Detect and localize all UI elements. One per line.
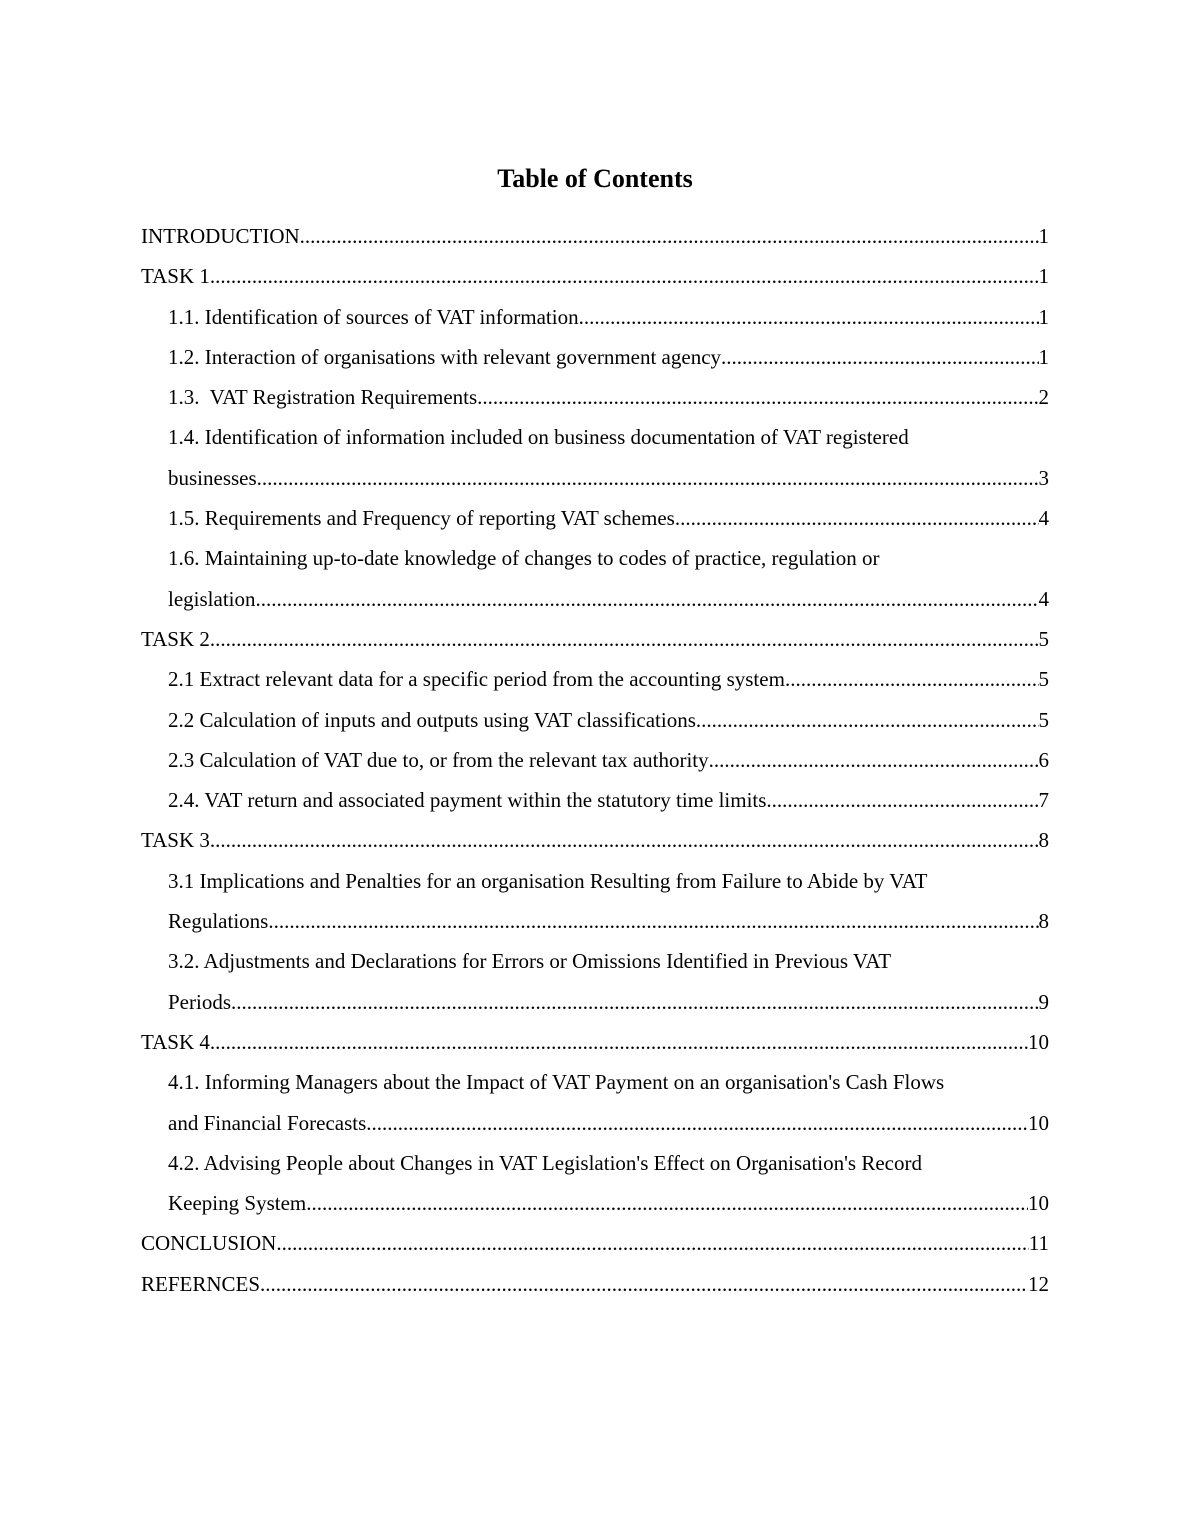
toc-page-number: 5 xyxy=(1038,667,1049,692)
dot-leader xyxy=(477,377,1038,417)
toc-entry-first-line: 3.2. Adjustments and Declarations for Errors or Omissions Identified in Previous VAT xyxy=(168,949,892,974)
toc-entry-label: TASK 4 xyxy=(141,1029,210,1054)
toc-entry-label: 2.3 Calculation of VAT due to, or from the relevant tax authority xyxy=(168,747,709,772)
toc-page-number: 6 xyxy=(1038,747,1049,772)
toc-entry[interactable] xyxy=(141,337,1049,377)
toc-entry-label: 1.3. VAT Registration Requirements xyxy=(168,385,478,410)
toc-entry[interactable] xyxy=(141,1143,1049,1224)
toc-entry[interactable] xyxy=(141,1264,1049,1304)
toc-page-number: 1 xyxy=(1038,224,1049,248)
toc-entry-first-line: 4.2. Advising People about Changes in VAT Legislation's Effect on Organisation's Record xyxy=(168,1150,922,1175)
toc-page-number: 1 xyxy=(1038,304,1049,329)
toc-entry-label: 2.2 Calculation of inputs and outputs using VAT classifications xyxy=(168,707,696,732)
dot-leader xyxy=(210,1022,1028,1062)
toc-entry-label: 1.5. Requirements and Frequency of reporting VAT schemes xyxy=(168,506,675,531)
toc-page-number: 5 xyxy=(1038,707,1049,732)
toc-entry[interactable] xyxy=(141,297,1049,337)
dot-leader xyxy=(257,458,1039,498)
toc-page-number: 5 xyxy=(1038,626,1049,651)
toc-entry-label: 1.2. Interaction of organisations with relevant government agency xyxy=(168,344,722,369)
toc-entry-label: INTRODUCTION xyxy=(141,224,300,248)
dot-leader xyxy=(210,820,1039,860)
toc-entry[interactable] xyxy=(141,941,1049,1022)
toc-entry-label: and Financial Forecasts xyxy=(168,1110,367,1135)
dot-leader xyxy=(721,337,1038,377)
toc-entry-label: CONCLUSION xyxy=(141,1231,277,1256)
toc-page-number: 1 xyxy=(1038,344,1049,369)
toc-title: Table of Contents xyxy=(497,164,693,193)
toc-page-number: 11 xyxy=(1028,1231,1049,1256)
toc-entry[interactable] xyxy=(141,498,1049,538)
toc-page-number: 2 xyxy=(1038,385,1049,410)
toc-entry[interactable] xyxy=(141,417,1049,498)
dot-leader xyxy=(306,1183,1028,1223)
dot-leader xyxy=(579,297,1039,337)
toc-entry-label: 2.4. VAT return and associated payment within the statutory time limits xyxy=(168,788,767,813)
dot-leader xyxy=(785,659,1039,699)
toc-entry-first-line: 3.1 Implications and Penalties for an organisation Resulting from Failure to Abide by VAT xyxy=(168,868,928,893)
dot-leader xyxy=(709,740,1039,780)
dot-leader xyxy=(256,579,1039,619)
toc-entry-label: TASK 2 xyxy=(141,626,210,651)
toc-entry-label: 1.1. Identification of sources of VAT information xyxy=(168,304,579,329)
toc-entry-label: Periods xyxy=(168,989,231,1014)
toc-entry-label: TASK 1 xyxy=(141,264,210,289)
toc-entry[interactable] xyxy=(141,861,1049,942)
dot-leader xyxy=(766,780,1038,820)
toc-entry[interactable] xyxy=(141,820,1049,860)
dot-leader xyxy=(210,619,1039,659)
toc-entry[interactable] xyxy=(141,1223,1049,1263)
toc-page-number: 8 xyxy=(1038,909,1049,934)
toc-entry-label: REFERNCES xyxy=(141,1271,261,1296)
dot-leader xyxy=(260,1264,1028,1304)
toc-entry[interactable] xyxy=(141,740,1049,780)
toc-page-number: 1 xyxy=(1038,264,1049,289)
toc-page-number: 10 xyxy=(1028,1110,1049,1135)
toc-entry-first-line: 1.6. Maintaining up-to-date knowledge of changes to codes of practice, regulation or xyxy=(168,546,880,571)
toc-page-number: 4 xyxy=(1038,586,1049,611)
toc-page-number: 3 xyxy=(1038,465,1049,490)
toc-entry-label: Keeping System xyxy=(168,1191,307,1216)
dot-leader xyxy=(675,498,1039,538)
toc-entry[interactable] xyxy=(141,256,1049,296)
toc-entry[interactable] xyxy=(141,1022,1049,1062)
toc-entry[interactable] xyxy=(141,700,1049,740)
toc-entry[interactable] xyxy=(141,659,1049,699)
dot-leader xyxy=(268,901,1038,941)
dot-leader xyxy=(366,1103,1028,1143)
toc-list xyxy=(141,216,1049,1304)
dot-leader xyxy=(231,982,1039,1022)
toc-entry-label: businesses xyxy=(168,465,257,490)
toc-entry[interactable] xyxy=(141,619,1049,659)
toc-entry[interactable] xyxy=(141,216,1049,256)
toc-entry[interactable] xyxy=(141,1062,1049,1143)
toc-page-number: 10 xyxy=(1028,1191,1049,1216)
toc-entry-label: TASK 3 xyxy=(141,828,210,853)
toc-page-number: 9 xyxy=(1038,989,1049,1014)
toc-page-number: 12 xyxy=(1028,1271,1049,1296)
toc-entry-label: Regulations xyxy=(168,909,269,934)
toc-entry[interactable] xyxy=(141,780,1049,820)
toc-entry[interactable] xyxy=(141,377,1049,417)
dot-leader xyxy=(696,700,1039,740)
toc-entry-label: 2.1 Extract relevant data for a specific period from the accounting system xyxy=(168,667,785,692)
toc-entry-first-line: 1.4. Identification of information included on business documentation of VAT registered xyxy=(168,425,909,450)
toc-entry[interactable] xyxy=(141,538,1049,619)
dot-leader xyxy=(300,216,1039,256)
toc-page-number: 4 xyxy=(1038,506,1049,531)
toc-entry-first-line: 4.1. Informing Managers about the Impact of VAT Payment on an organisation's Cash Flows xyxy=(168,1070,945,1095)
toc-entry-label: legislation xyxy=(168,586,256,611)
toc-page-number: 7 xyxy=(1038,788,1049,813)
toc-page-number: 10 xyxy=(1028,1029,1049,1054)
dot-leader xyxy=(276,1223,1028,1263)
toc-page-number: 8 xyxy=(1038,828,1049,853)
dot-leader xyxy=(210,256,1039,296)
